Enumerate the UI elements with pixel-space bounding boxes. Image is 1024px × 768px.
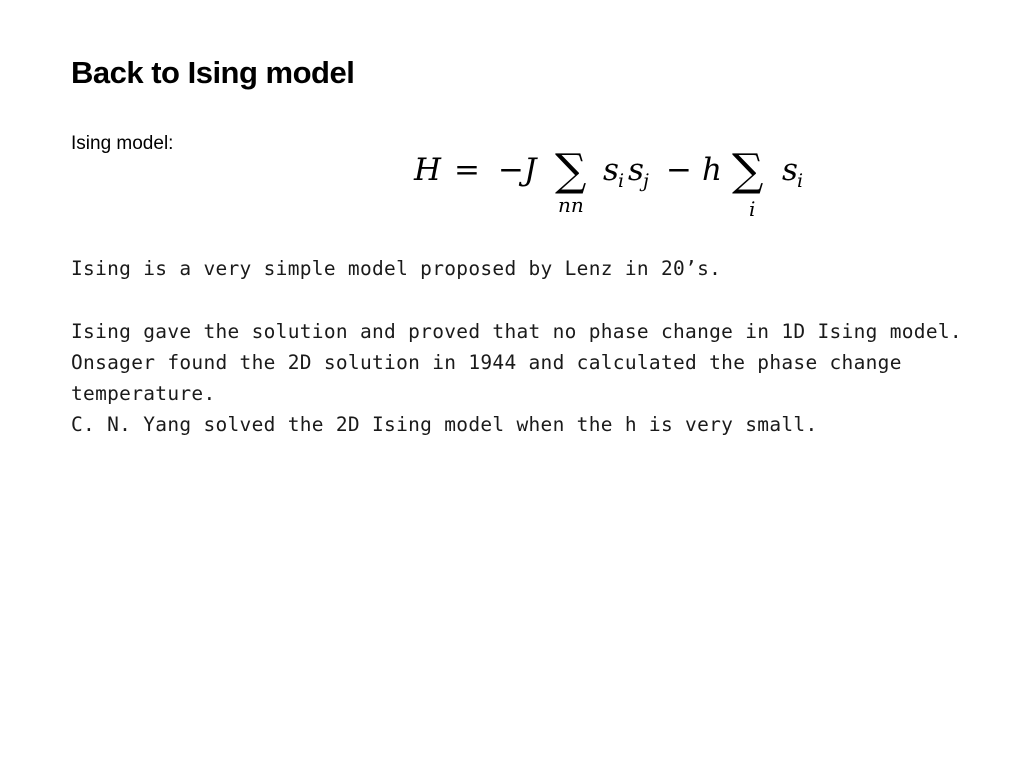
eq-coupling: J (524, 152, 537, 188)
hamiltonian-equation (410, 140, 820, 230)
eq-s-last-sub: i (797, 170, 804, 192)
eq-sum-2-subscript: i (749, 197, 756, 221)
eq-s-j: s (628, 152, 644, 188)
eq-sum-1-subscript: nn (558, 193, 584, 217)
eq-s-i-sub: i (618, 170, 625, 192)
paragraph-line: Onsager found the 2D solution in 1944 and calculated the phase change (71, 351, 902, 374)
eq-equals: = (454, 152, 480, 188)
eq-sum-2: ∑ (732, 145, 764, 196)
intro-label: Ising model: (71, 133, 174, 154)
paragraph-line: Ising gave the solution and proved that no phase change in 1D Ising model. (71, 320, 962, 343)
eq-s-j-sub: j (643, 170, 649, 192)
eq-field: h (702, 152, 722, 188)
slide-title: Back to Ising model (71, 55, 355, 90)
eq-minus-2: − (666, 152, 692, 188)
paragraph-history (71, 316, 962, 440)
eq-s-i: s (603, 152, 619, 188)
eq-lhs: H (414, 152, 442, 188)
paragraph-line: temperature. (71, 382, 216, 405)
eq-s-last: s (782, 152, 798, 188)
eq-sum-1: ∑ (555, 145, 587, 196)
paragraph-line: C. N. Yang solved the 2D Ising model when the h is very small. (71, 413, 818, 436)
paragraph-lenz: Ising is a very simple model proposed by Lenz in 20’s. (71, 257, 722, 280)
eq-minus-1: − (498, 152, 524, 188)
